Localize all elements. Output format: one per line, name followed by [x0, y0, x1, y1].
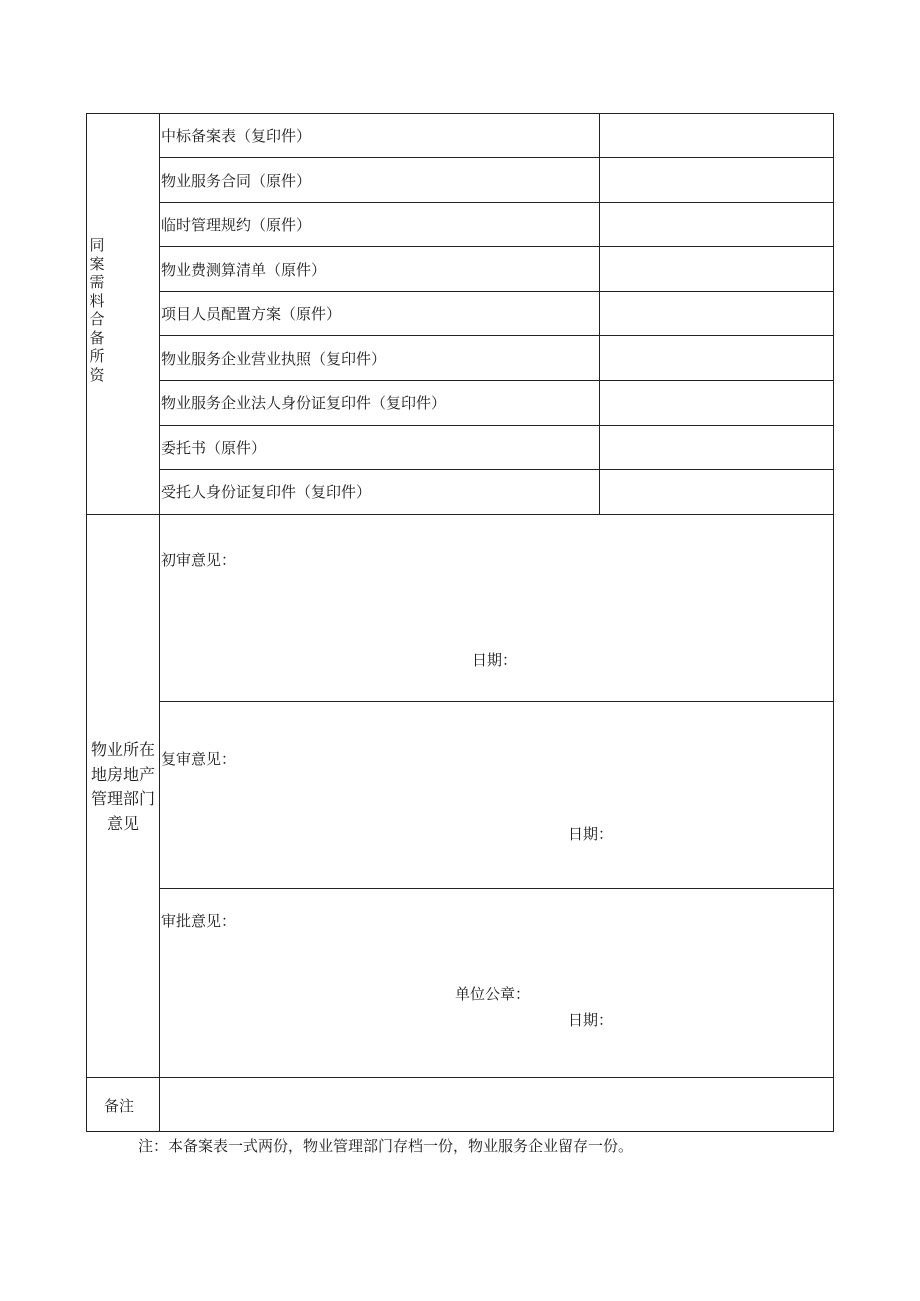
- material-check-cell[interactable]: [600, 336, 833, 380]
- material-item-label: 物业服务企业营业执照（复印件）: [161, 350, 387, 368]
- section-divider: [86, 514, 834, 515]
- row-divider: [159, 888, 834, 889]
- material-item-label: 物业服务企业法人身份证复印件（复印件）: [161, 394, 447, 412]
- material-item-label: 项目人员配置方案（原件）: [161, 305, 342, 323]
- material-check-cell[interactable]: [600, 203, 833, 246]
- material-item-label: 物业服务合同（原件）: [161, 172, 312, 190]
- material-item-label: 受托人身份证复印件（复印件）: [161, 483, 372, 501]
- material-check-cell[interactable]: [600, 381, 833, 425]
- initial-review-label: 初审意见：: [161, 551, 237, 569]
- materials-section-label: 同案需料合备所资: [89, 236, 105, 384]
- opinions-section-label: 物业所在地房地产管理部门意见: [90, 740, 155, 833]
- material-check-cell[interactable]: [600, 114, 833, 157]
- row-divider: [159, 701, 834, 702]
- material-item-label: 临时管理规约（原件）: [161, 216, 312, 234]
- material-check-cell[interactable]: [600, 470, 833, 514]
- remarks-label: 备注: [104, 1097, 135, 1115]
- approval-label: 审批意见：: [161, 912, 237, 930]
- second-review-label: 复审意见：: [161, 750, 237, 768]
- material-check-cell[interactable]: [600, 426, 833, 469]
- material-item-label: 委托书（原件）: [161, 439, 267, 457]
- remarks-cell[interactable]: [160, 1078, 833, 1131]
- approval-seal-label: 单位公章：: [455, 985, 531, 1003]
- initial-review-date-label: 日期：: [472, 651, 518, 669]
- material-check-cell[interactable]: [600, 158, 833, 202]
- material-item-label: 物业费测算清单（原件）: [161, 261, 327, 279]
- approval-date-label: 日期：: [568, 1011, 614, 1029]
- material-check-cell[interactable]: [600, 247, 833, 291]
- material-item-label: 中标备案表（复印件）: [161, 127, 312, 145]
- second-review-date-label: 日期：: [568, 825, 614, 843]
- footnote: 注：本备案表一式两份，物业管理部门存档一份，物业服务企业留存一份。: [138, 1137, 634, 1155]
- material-check-cell[interactable]: [600, 292, 833, 335]
- column-divider-left: [159, 113, 160, 1132]
